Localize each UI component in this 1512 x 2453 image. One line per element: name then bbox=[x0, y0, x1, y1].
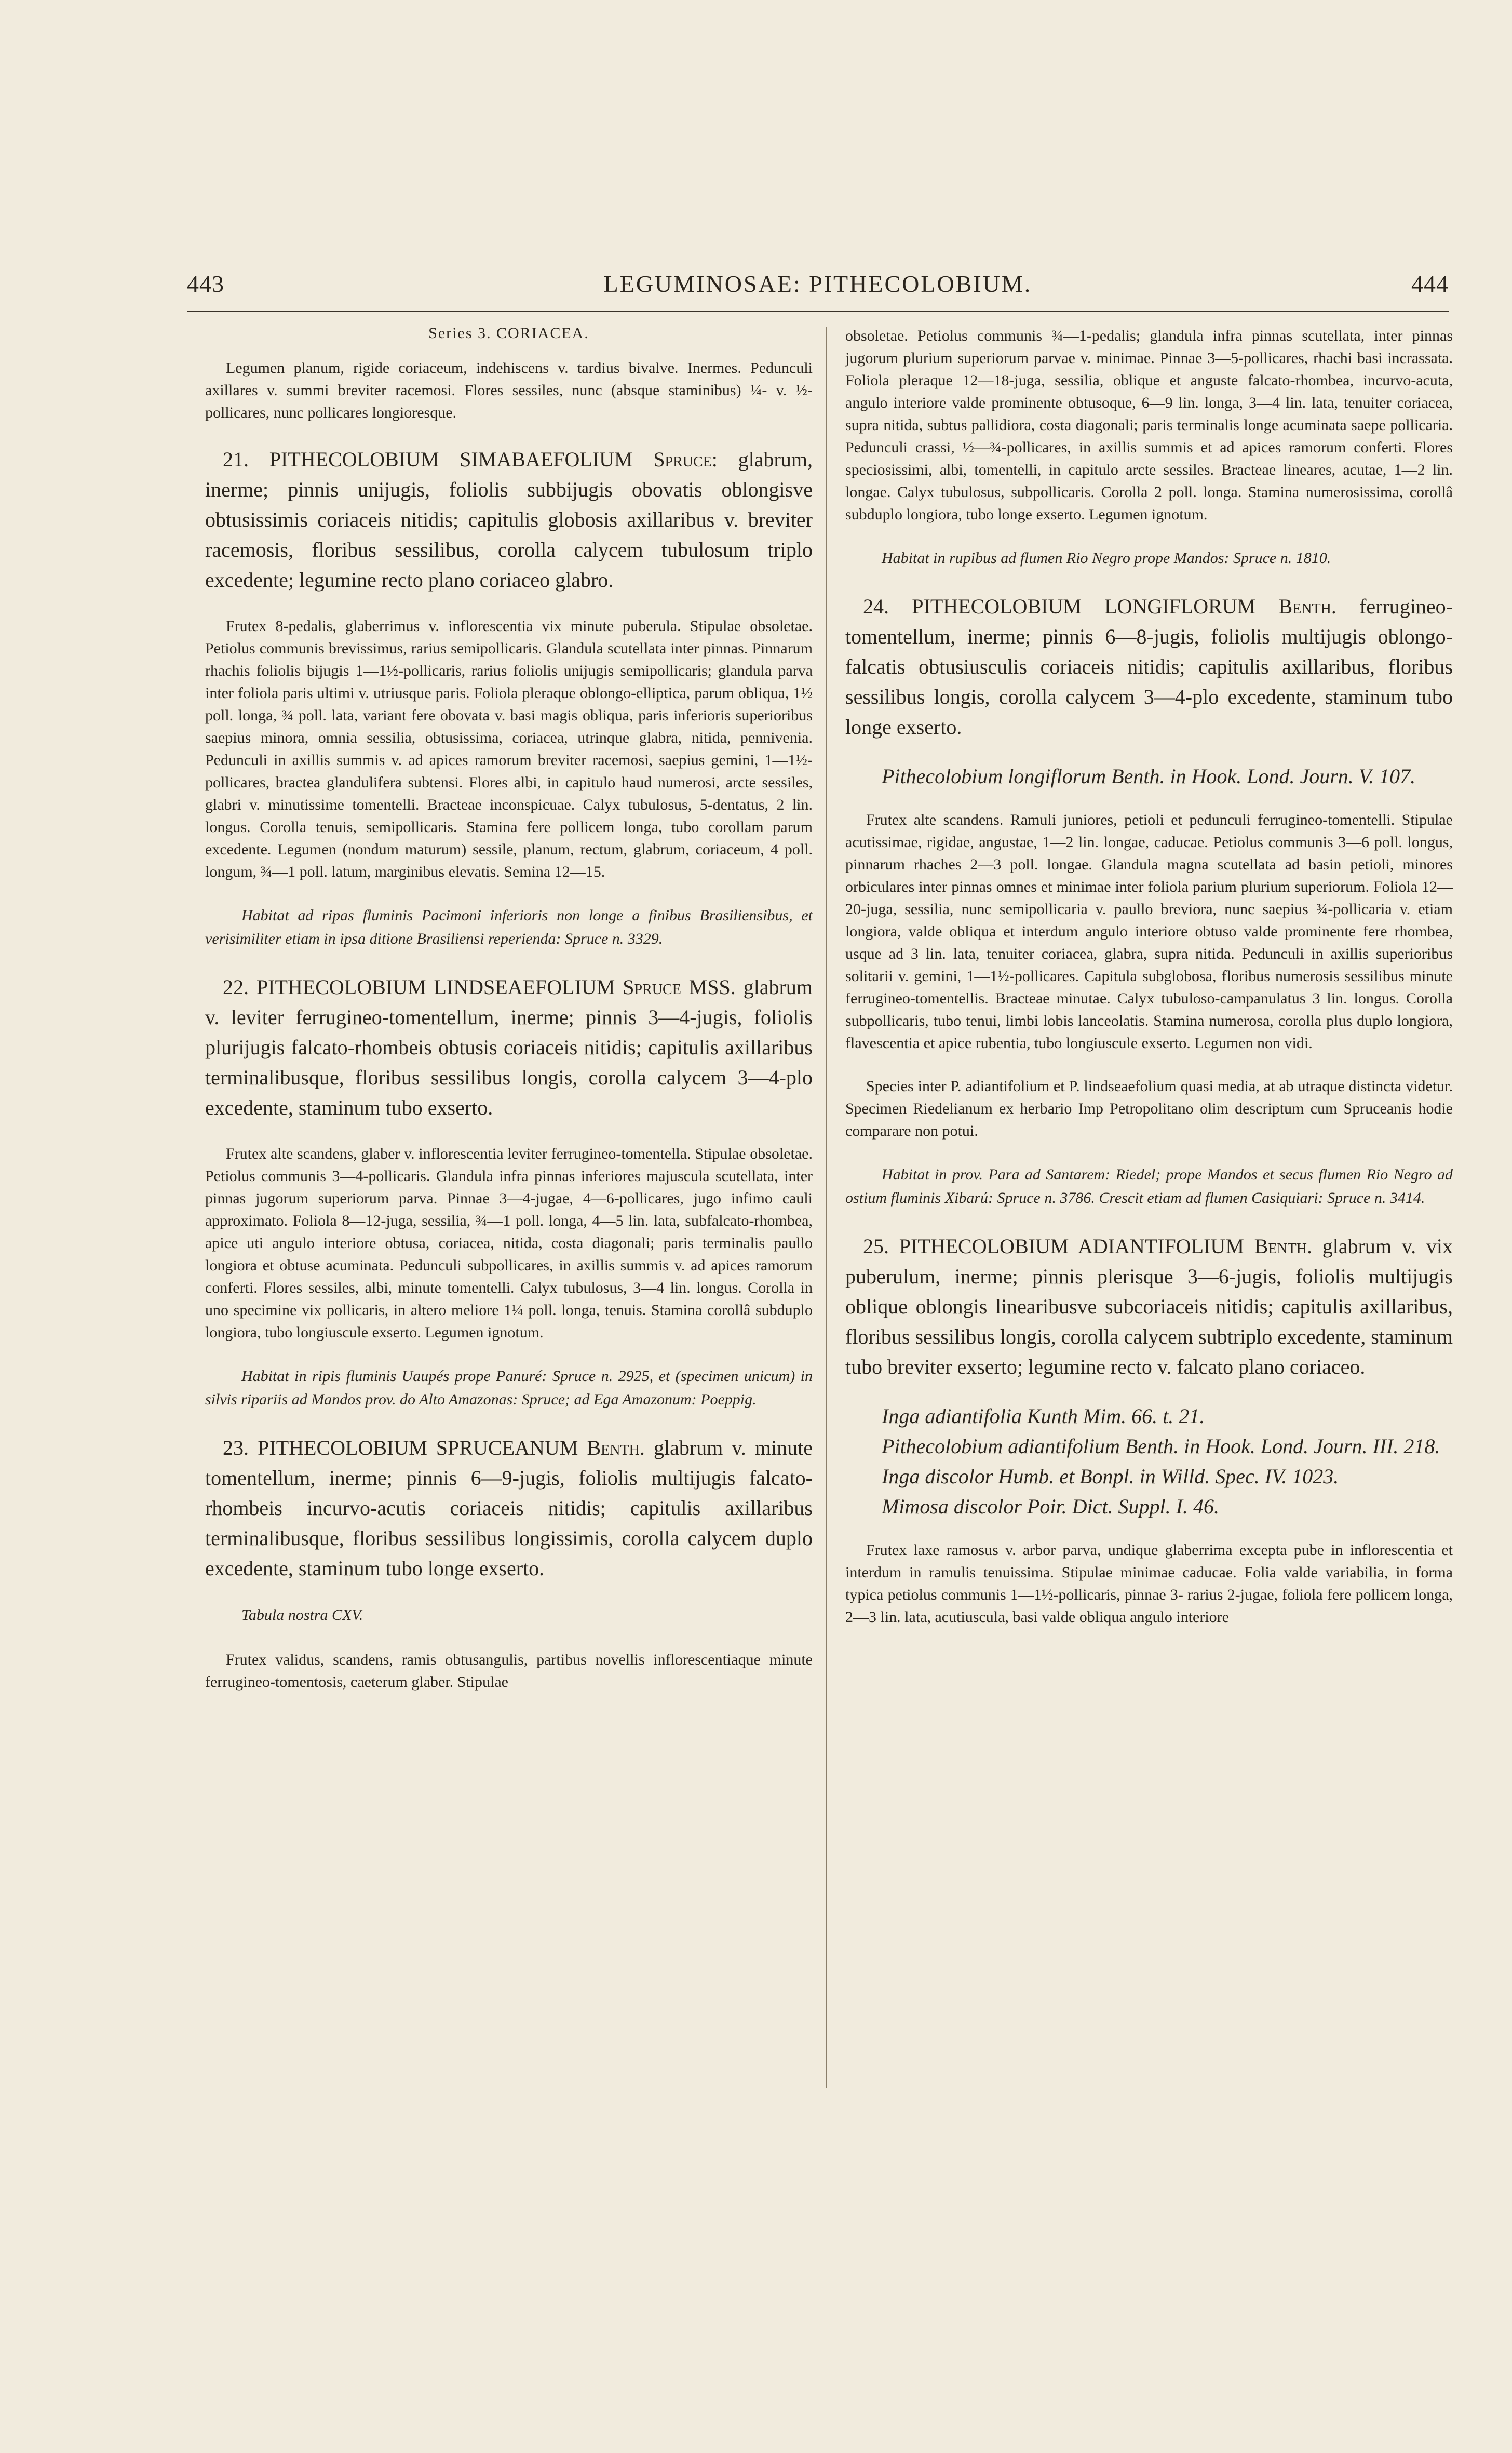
species-23-diagnosis-text: glabrum v. minute tomentellum, inerme; pinnis 6—9-jugis, foliolis multijugis falcato-rhombeis incurvo-acutis coriaceis nitidis; capitulis axillaribus terminalibusque, floribus sessilibus longissimis, corolla calycem duplo excedente, staminum tubo longe exserto. bbox=[205, 1436, 813, 1580]
header-rule bbox=[187, 311, 1449, 312]
species-25-author: Benth. bbox=[1254, 1235, 1312, 1258]
species-23-habitat: Habitat in rupibus ad flumen Rio Negro prope Mandos: Spruce n. 1810. bbox=[882, 549, 1331, 567]
species-21-habitat: Habitat ad ripas fluminis Pacimoni inferioris non longe a finibus Brasiliensibus, et verisimiliter etiam in ipsa ditione Brasiliensi reperienda: Spruce n. 3329. bbox=[205, 907, 813, 947]
synonym-line: Inga discolor Humb. et Bonpl. in Willd. Spec. IV. 1023. bbox=[882, 1465, 1339, 1488]
species-21-description: Frutex 8-pedalis, glaberrimus v. inflorescentia vix minute puberula. Stipulae obsoletae. Petiolus communis brevissimus, rarius semipollicaris. Glandula scutellata inter pinnas. Pinnarum rhachis foliolis bijugis 1—1½-pollicaris, rarius foliolis unijugis semipollicaris; glandula parva inter foliola paris ultimi v. utriusque paris. Foliola pleraque oblongo-elliptica, parum obliqua, 1½ poll. longa, ¾ poll. lata, variant fere obovata v. basi magis obliqua, paris inferioris superioribus saepius minora, omnia sessilia, obtusissima, coriacea, utrinque glabra, nitida, pennivenia. Pedunculi in axillis summis v. ad apices ramorum breviter racemosi, saepius gemini, 1—1½-pollicares, bractea glandulifera subtensi. Flores albi, in capitulo haud numerosi, arcte sessiles, glabri v. minutissime tomentelli. Bracteae inconspicuae. Calyx tubulosus, 5-dentatus, 2 lin. longus. Corolla tenuis, semipollicaris. Stamina fere pollicem longa, tubo corollam parum excedente. Legumen (nondum maturum) sessile, planum, rectum, glabrum, coriaceum, 4 poll. longum, ¾—1 poll. latum, marginibus elevatis. Semina 12—15. bbox=[205, 618, 813, 880]
species-24-heading: 24. PITHECOLOBIUM LONGIFLORUM bbox=[863, 595, 1256, 618]
species-25-heading: 25. PITHECOLOBIUM ADIANTIFOLIUM bbox=[863, 1235, 1244, 1258]
running-header bbox=[187, 270, 1449, 306]
series-heading: Series 3. CORIACEA. bbox=[428, 325, 589, 342]
species-22-habitat: Habitat in ripis fluminis Uaupés prope Panuré: Spruce n. 2925, et (specimen unicum) in silvis ripariis ad Mandos prov. do Alto Amazonas: Spruce; ad Ega Amazonum: Poeppig. bbox=[205, 1368, 813, 1408]
series-description: Legumen planum, rigide coriaceum, indehiscens v. tardius bivalve. Inermes. Pedunculi axillares v. summi breviter racemosi. Flores sessiles, nunc (absque staminibus) ¼- v. ½-pollicares, nunc pollicares longioresque. bbox=[205, 359, 813, 421]
synonym-line: Mimosa discolor Poir. Dict. Suppl. I. 46. bbox=[882, 1495, 1219, 1518]
page-number-left: 443 bbox=[187, 271, 224, 297]
synonym-line: Inga adiantifolia Kunth Mim. 66. t. 21. bbox=[882, 1404, 1205, 1428]
species-23-description: Frutex validus, scandens, ramis obtusangulis, partibus novellis inflorescentiaque minute ferrugineo-tomentosis, caeterum glaber. Stipulae bbox=[205, 1651, 813, 1691]
column-divider bbox=[826, 327, 827, 2088]
species-23-plate-reference: Tabula nostra CXV. bbox=[241, 1606, 363, 1624]
species-22-author: Spruce MSS. bbox=[623, 975, 736, 999]
right-column bbox=[845, 325, 1453, 1649]
species-23-heading: 23. PITHECOLOBIUM SPRUCEANUM bbox=[223, 1436, 578, 1459]
species-24-habitat: Habitat in prov. Para ad Santarem: Riedel; prope Mandos et secus flumen Rio Negro ad ostium fluminis Xibarú: Spruce n. 3786. Crescit etiam ad flumen Casiquiari: Spruce n. 3414. bbox=[845, 1166, 1453, 1207]
left-column bbox=[205, 325, 813, 1714]
species-24-diagnosis-text: ferrugineo-tomentellum, inerme; pinnis 6—8-jugis, foliolis multijugis oblongo-falcatis obtusiusculis coriaceis nitidis; capitulis axillaribus, floribus sessilibus longis, corolla calycem 3—4-plo excedente, staminum tubo longe exserto. bbox=[845, 595, 1453, 739]
running-title: LEGUMINOSAE: PITHECOLOBIUM. bbox=[603, 271, 1032, 297]
species-21-diagnosis bbox=[205, 445, 813, 595]
species-23-description-continued: obsoletae. Petiolus communis ¾—1-pedalis; glandula infra pinnas scutellata, inter pinnas jugorum plurium superiorum parvae v. minimae. Pinnae 3—5-pollicares, rhachi basi incrassata. Foliola pleraque 12—18-juga, sessilia, oblique et anguste falcato-rhombea, incurvo-acuta, angulo interiore valde prominente obtusoque, 6—9 lin. longa, 3—4 lin. lata, tenuiter coriacea, supra nitida, subtus pallidiora, costa diagonali; paris terminalis longe acuminata saepe pollicaria. Pedunculi crassi, ½—¾-pollicares, in axillis summis et ad apices ramorum conferti. Flores speciosissimi, albi, tomentelli, in capitulo arcte sessiles. Bracteae lineares, acutae, 1—2 lin. longae. Calyx tubulosus, subpollicaris. Corolla 2 poll. longa. Stamina numerosissima, corollâ subduplo longiora, tubo longe exserto. Legumen ignotum. bbox=[845, 327, 1453, 523]
synonym-line: Pithecolobium adiantifolium Benth. in Hook. Lond. Journ. III. 218. bbox=[882, 1435, 1440, 1458]
species-25-diagnosis-text: glabrum v. vix puberulum, inerme; pinnis plerisque 3—6-jugis, foliolis multijugis oblique oblongis linearibusve subcoriaceis nitidis; capitulis axillaribus, floribus sessilibus longis, corolla calycem subtriplo excedente, staminum tubo breviter exserto; legumine recto v. falcato plano coriaceo. bbox=[845, 1235, 1453, 1378]
species-21-heading: 21. PITHECOLOBIUM SIMABAEFOLIUM bbox=[223, 448, 633, 471]
species-24-note: Species inter P. adiantifolium et P. lindseaefolium quasi media, at ab utraque distincta videtur. Specimen Riedelianum ex herbario Imp Petropolitano olim descriptum cum Spruceanis hodie comparare non potui. bbox=[845, 1078, 1453, 1140]
page-number-right: 444 bbox=[1411, 271, 1449, 297]
species-22-heading: 22. PITHECOLOBIUM LINDSEAEFOLIUM bbox=[223, 975, 615, 999]
species-25-diagnosis bbox=[845, 1231, 1453, 1382]
species-23-author: Benth. bbox=[587, 1436, 645, 1459]
species-24-synonym: Pithecolobium longiflorum Benth. in Hook. Lond. Journ. V. 107. bbox=[882, 765, 1416, 788]
species-24-author: Benth. bbox=[1278, 595, 1336, 618]
species-21-author: Spruce: bbox=[653, 448, 718, 471]
species-25-description: Frutex laxe ramosus v. arbor parva, undique glaberrima excepta pube in inflorescentia et interdum in ramulis tenuissima. Stipulae minimae caducae. Folia valde variabilia, in forma typica petiolus communis 1—1½-pollicaris, pinnae 3- rarius 2-jugae, foliola fere pollicem longa, 2—3 lin. lata, acutiuscula, basi valde obliqua angulo interiore bbox=[845, 1541, 1453, 1626]
species-24-diagnosis bbox=[845, 592, 1453, 742]
species-23-diagnosis bbox=[205, 1433, 813, 1584]
species-25-synonyms bbox=[845, 1402, 1453, 1521]
species-24-description: Frutex alte scandens. Ramuli juniores, petioli et pedunculi ferrugineo-tomentelli. Stipulae acutissimae, rigidae, angustae, 1—2 lin. longae, caducae. Petiolus communis 3—6 poll. longus, pinnarum rhaches 2—3 poll. longae. Glandula magna scutellata ad basin petioli, minores orbiculares inter pinnas omnes et minimae inter foliola parium plurium superiorum. Foliola 12—20-juga, sessilia, nunc semipollicaria v. paullo breviora, nunc saepius ¾-pollicaria v. etiam longiora, valde obliqua et interdum angulo interiore obtuso valde prominente fere rhombea, usque ad 3 lin. lata, tenuiter coriacea, glabra, supra nitida. Pedunculi in axillis superioribus solitarii v. gemini, 1—1½-pollicares. Capitula subglobosa, floribus numerosis sessilibus minute ferrugineo-tomentellis. Bracteae minutae. Calyx tubuloso-campanulatus 3 lin. longus. Corolla subpollicaris, tubo tenui, limbi lobis lanceolatis. Stamina numerosa, corolla plus duplo longiora, flavescentia et apice rubentia, tubo longiuscule exserto. Legumen non vidi. bbox=[845, 811, 1453, 1052]
species-22-diagnosis bbox=[205, 972, 813, 1123]
species-21-diagnosis-text: glabrum, inerme; pinnis unijugis, foliolis subbijugis obovatis oblongisve obtusissimis coriaceis nitidis; capitulis globosis axillaribus v. breviter racemosis, floribus sessilibus, corolla calycem tubulosum triplo excedente; legumine recto plano coriaceo glabro. bbox=[205, 448, 813, 592]
species-22-description: Frutex alte scandens, glaber v. inflorescentia leviter ferrugineo-tomentella. Stipulae obsoletae. Petiolus communis 3—4-pollicaris. Glandula infra pinnas inferiores majuscula scutellata, inter pinnas jugorum superiorum parva. Pinnae 3—4-jugae, 4—6-pollicares, jugo infimo cauli approximato. Foliola 8—12-juga, sessilia, ¾—1 poll. longa, 4—5 lin. lata, subfalcato-rhombea, apice uti angulo interiore obtusa, coriacea, nitida, costa diagonali; paris terminalis paullo longiora et obtuse acuminata. Pedunculi subpollicares, in axillis summis v. ad apices ramorum conferti. Flores sessiles, albi, minute tomentelli. Calyx tubulosus, 3—4 lin. longus. Corolla in uno specimine vix pollicaris, in altero meliore 1¼ poll. longa, tenuis. Stamina corollâ subduplo longiora, tubo longiuscule exserto. Legumen ignotum. bbox=[205, 1145, 813, 1341]
species-22-diagnosis-text: glabrum v. leviter ferrugineo-tomentellum, inerme; pinnis 3—4-jugis, foliolis plurijugis falcato-rhombeis obtusis coriaceis nitidis; capitulis axillaribus terminalibusque, floribus sessilibus longis, corolla calycem 3—4-plo excedente, staminum tubo exserto. bbox=[205, 975, 813, 1119]
